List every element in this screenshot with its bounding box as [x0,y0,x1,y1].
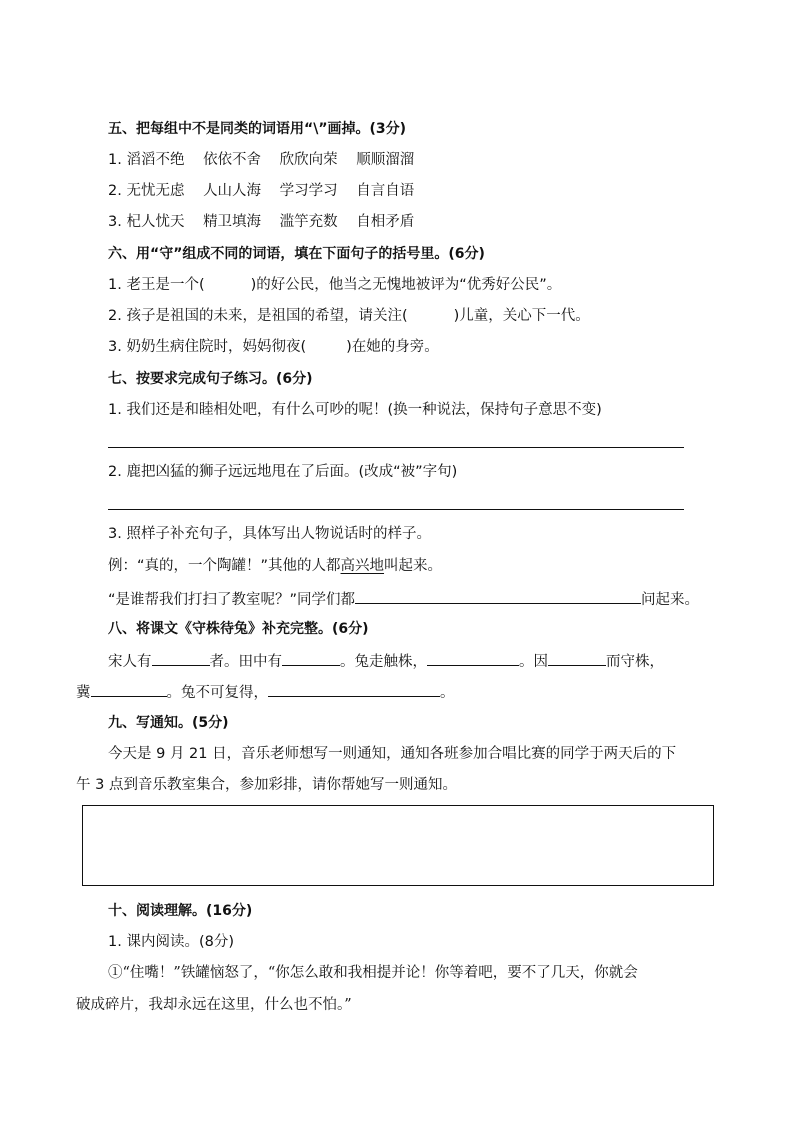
q1-text-after: )的好公民，他当之无愧地被评为“优秀好公民”。 [250,277,562,293]
text: 者。田中有 [209,654,282,670]
s7-example [108,556,442,576]
text: 宋人有 [108,654,152,670]
row-number: 1. [108,152,122,168]
text: 。兔走触株， [340,654,427,670]
section-8-heading: 八、将课文《守株待兔》补充完整。(6分) [108,621,369,637]
word: 杞人忧天 [126,214,185,230]
text: 冀 [76,685,91,701]
example-underlined: 高兴地 [340,558,385,574]
answer-blank[interactable] [427,650,519,666]
s7-fill [108,588,699,610]
s6-question-1 [108,275,561,295]
q3-text-after: )在她的身旁。 [346,339,439,355]
answer-blank[interactable] [282,650,340,666]
word: 依依不舍 [203,152,262,168]
word: 人山人海 [203,183,262,199]
section-9-heading: 九、写通知。(5分) [108,715,229,731]
word: 精卫填海 [203,214,262,230]
text: 而守株， [606,654,664,670]
row-number: 2. [108,183,122,199]
word: 自言自语 [356,183,415,199]
s8-line-1 [108,650,664,672]
notice-answer-box[interactable] [82,805,714,886]
word: 学习学习 [279,183,338,199]
word: 欣欣向荣 [279,152,338,168]
text: 。 [440,685,455,701]
text: 。因 [519,654,548,670]
s7-question-3: 3. 照样子补充句子，具体写出人物说话时的样子。 [108,526,431,542]
example-text: 例：“真的，一个陶罐！”其他的人都 [108,558,341,574]
answer-blank[interactable] [91,681,167,697]
answer-blank[interactable] [268,681,440,697]
s7-question-2: 2. 鹿把凶猛的狮子远远地甩在了后面。(改成“被”字句) [108,464,458,480]
s5-row-2 [108,181,428,201]
answer-blank[interactable] [548,650,606,666]
section-10-heading: 十、阅读理解。(16分) [108,903,253,919]
s6-question-2 [108,306,590,326]
q2-text-after: )儿童，关心下一代。 [453,308,590,324]
s10-subheading: 1. 课内阅读。(8分) [108,934,234,950]
s9-paragraph-line-2: 午 3 点到音乐教室集合，参加彩排，请你帮她写一则通知。 [76,777,457,793]
s5-row-3 [108,212,428,232]
answer-blank[interactable] [152,650,210,666]
fill-text-before: “是谁帮我们打扫了教室呢？”同学们都 [108,592,356,608]
section-6-heading: 六、用“守”组成不同的词语，填在下面句子的括号里。(6分) [108,246,485,262]
s6-question-3 [108,337,439,357]
q3-text-before: 3. 奶奶生病住院时，妈妈彻夜( [108,339,307,355]
s8-line-2 [76,681,455,703]
word: 无忧无虑 [126,183,185,199]
reading-passage-line-1: ①“住嘴！”铁罐恼怒了，“你怎么敢和我相提并论！你等着吧，要不了几天，你就会 [108,965,638,981]
word: 自相矛盾 [356,214,415,230]
s7-question-1: 1. 我们还是和睦相处吧，有什么可吵的呢！(换一种说法，保持句子意思不变) [108,402,602,418]
s9-paragraph-line-1: 今天是 9 月 21 日，音乐老师想写一则通知，通知各班参加合唱比赛的同学于两天后的下 [108,746,677,762]
answer-line[interactable] [108,447,684,448]
text: 。兔不可复得， [166,685,268,701]
q1-text-before: 1. 老王是一个( [108,277,205,293]
section-5-heading: 五、把每组中不是同类的词语用“\”画掉。(3分) [108,121,407,137]
word: 滔滔不绝 [126,152,185,168]
section-7-heading: 七、按要求完成句子练习。(6分) [108,371,313,387]
row-number: 3. [108,214,122,230]
s5-row-1 [108,150,428,170]
word: 顺顺溜溜 [356,152,415,168]
q2-text-before: 2. 孩子是祖国的未来，是祖国的希望，请关注( [108,308,408,324]
example-end: 叫起来。 [384,558,443,574]
answer-line[interactable] [108,509,684,510]
answer-blank[interactable] [355,588,641,604]
reading-passage-line-2: 破成碎片，我却永远在这里，什么也不怕。” [76,997,352,1013]
fill-text-after: 问起来。 [641,592,700,608]
word: 滥竽充数 [279,214,338,230]
